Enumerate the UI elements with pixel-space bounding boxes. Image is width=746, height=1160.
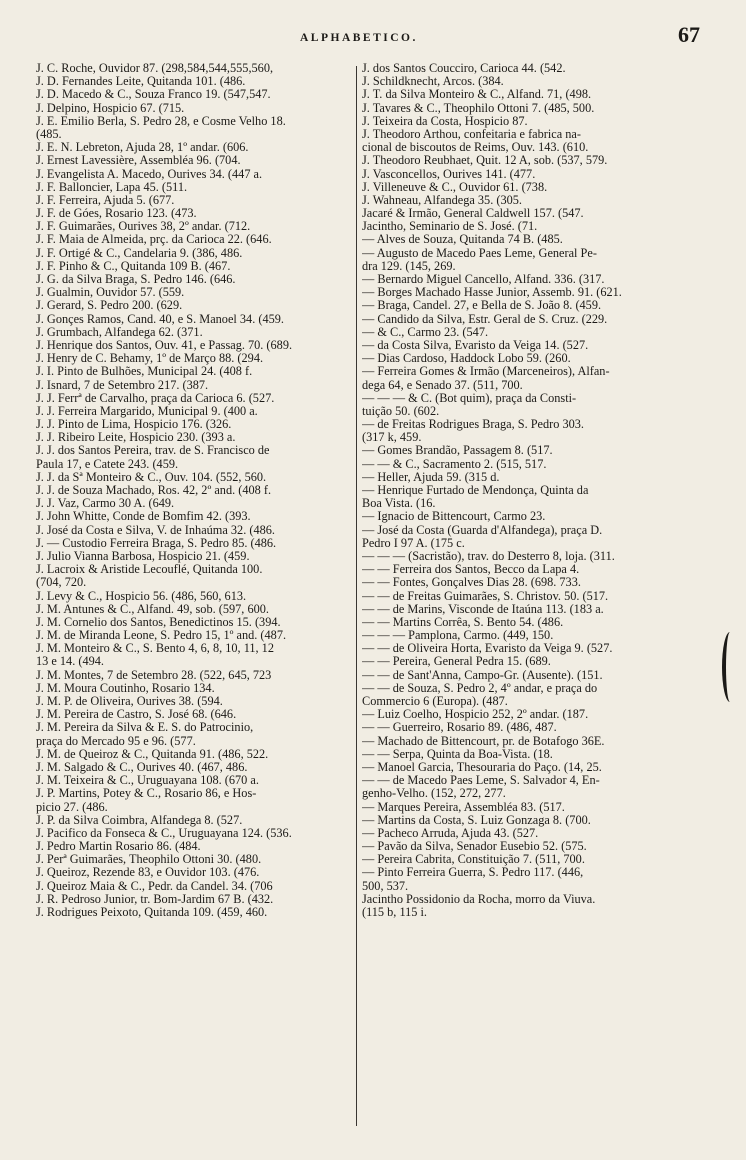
directory-entry-line: praça do Mercado 95 e 96. (577.: [36, 733, 196, 748]
directory-entry-line: — — de Sant'Anna, Campo-Gr. (Ausente). (151.: [362, 667, 603, 682]
directory-entry-line: J. Queiroz, Rezende 83, e Ouvidor 103. (476.: [36, 865, 260, 880]
directory-entry-line: — Augusto de Macedo Paes Leme, General Pe-: [362, 245, 597, 260]
directory-entry-line: — — de Oliveira Horta, Evaristo da Veiga 9. (527.: [362, 641, 613, 656]
directory-entry-line: — — Serpa, Quinta da Boa-Vista. (18.: [362, 746, 553, 761]
directory-entry-line: — — Ferreira dos Santos, Becco da Lapa 4.: [362, 562, 580, 577]
directory-entry-line: J. J. da Sª Monteiro & C., Ouv. 104. (552, 560.: [36, 469, 267, 484]
directory-entry-line: — Luiz Coelho, Hospicio 252, 2º andar. (187.: [362, 707, 589, 722]
directory-entry-line: — de Freitas Rodrigues Braga, S. Pedro 303.: [362, 417, 584, 432]
directory-entry-line: — Pavão da Silva, Senador Eusebio 52. (575.: [362, 839, 587, 854]
directory-entry-line: J. Gualmin, Ouvidor 57. (559.: [36, 285, 185, 300]
directory-entry-line: J. Henrique dos Santos, Ouv. 41, e Passag. 70. (689.: [36, 337, 293, 352]
column-divider: [356, 66, 357, 1126]
directory-entry-line: J. Lacroix & Aristide Lecouflé, Quitanda 100.: [36, 562, 263, 577]
directory-entry-line: — — Pereira, General Pedra 15. (689.: [362, 654, 551, 669]
directory-entry-line: genho-Velho. (152, 272, 277.: [362, 786, 506, 801]
directory-entry-line: tuição 50. (602.: [362, 403, 440, 418]
directory-entry-line: J. F. Guimarães, Ourives 38, 2º andar. (712.: [36, 219, 251, 234]
directory-entry-line: J. dos Santos Coucciro, Carioca 44. (542.: [362, 62, 566, 75]
directory-entry-line: J. Isnard, 7 de Setembro 217. (387.: [36, 377, 209, 392]
directory-entry-line: — — Fontes, Gonçalves Dias 28. (698. 733.: [362, 575, 581, 590]
directory-entry-line: J. J. dos Santos Pereira, trav. de S. Francisco de: [36, 443, 270, 458]
directory-entry-line: — Marques Pereira, Assembléa 83. (517.: [362, 799, 565, 814]
directory-entry-line: — — de Macedo Paes Leme, S. Salvador 4, En-: [362, 773, 600, 788]
left-column: [36, 62, 370, 919]
directory-entry-line: Jacintho, Seminario de S. José. (71.: [362, 219, 538, 234]
directory-entry-line: 13 e 14. (494.: [36, 654, 104, 669]
directory-entry-line: (317 k, 459.: [362, 430, 422, 445]
directory-entry-line: J. M. Teixeira & C., Uruguayana 108. (670 a.: [36, 773, 259, 788]
directory-entry-line: dra 129. (145, 269.: [362, 258, 456, 273]
directory-entry-line: J. Villeneuve & C., Ouvidor 61. (738.: [362, 179, 548, 194]
directory-entry-line: — Borges Machado Hasse Junior, Assemb. 91. (621.: [362, 285, 622, 300]
directory-entry-line: — Manoel Garcia, Thesouraria do Paço. (14, 25.: [362, 759, 602, 774]
directory-entry-line: J. M. Cornelio dos Santos, Benedictinos 15. (394.: [36, 614, 281, 629]
directory-entry-line: J. M. P. de Oliveira, Ourives 38. (594.: [36, 694, 223, 708]
directory-entry-line: Pedro I 97 A. (175 c.: [362, 535, 465, 550]
directory-entry-line: J. Levy & C., Hospicio 56. (486, 560, 613.: [36, 588, 247, 603]
directory-entry-line: — José da Costa (Guarda d'Alfandega), praça D.: [362, 522, 603, 537]
directory-entry-line: J. Pedro Martin Rosario 86. (484.: [36, 839, 201, 854]
directory-entry-line: — Dias Cardoso, Haddock Lobo 59. (260.: [362, 351, 571, 366]
directory-entry-line: J. J. Ribeiro Leite, Hospicio 230. (393 a.: [36, 430, 236, 445]
directory-entry-line: (704, 720.: [36, 575, 87, 590]
directory-entry-line: J. Wahneau, Alfandega 35. (305.: [362, 192, 522, 207]
directory-entry-line: J. G. da Silva Braga, S. Pedro 146. (646.: [36, 272, 236, 286]
directory-entry-line: J. Gerard, S. Pedro 200. (629.: [36, 298, 183, 313]
directory-entry-line: J. Grumbach, Alfandega 62. (371.: [36, 324, 203, 339]
directory-entry-line: J. T. da Silva Monteiro & C., Alfand. 71, (498.: [362, 87, 592, 102]
directory-entry-line: J. F. de Góes, Rosario 123. (473.: [36, 206, 197, 221]
margin-bracket-mark: [722, 632, 738, 702]
directory-entry-line: J. M. Antunes & C., Alfand. 49, sob. (597, 600.: [36, 601, 269, 616]
directory-entry-line: J. M. Pereira de Castro, S. José 68. (646.: [36, 707, 237, 722]
directory-entry-line: (115 b, 115 i.: [362, 905, 428, 919]
directory-entry-line: J. F. Pinho & C., Quitanda 109 B. (467.: [36, 258, 231, 273]
directory-entry-line: — — — Pamplona, Carmo. (449, 150.: [362, 628, 554, 643]
directory-entry-line: J. F. Ortigé & C., Candelaria 9. (386, 486.: [36, 245, 243, 260]
directory-entry-line: J. — Custodio Ferreira Braga, S. Pedro 85. (486.: [36, 535, 277, 550]
directory-entry-line: J. José da Costa e Silva, V. de Inhaúma 32. (486.: [36, 522, 275, 537]
directory-entry-line: J. F. Ferreira, Ajuda 5. (677.: [36, 192, 175, 207]
directory-entry-line: J. Delpino, Hospicio 67. (715.: [36, 100, 185, 115]
directory-entry-line: — Martins da Costa, S. Luiz Gonzaga 8. (700.: [362, 812, 591, 827]
directory-entry-line: J. John Whitte, Conde de Bomfim 42. (393.: [36, 509, 251, 524]
directory-entry-line: — — Martins Corrêa, S. Bento 54. (486.: [362, 614, 564, 629]
directory-entry-line: — — de Marins, Visconde de Itaúna 113. (183 a.: [362, 601, 604, 616]
directory-entry-line: J. J. Ferrª de Carvalho, praça da Carioca 6. (527.: [36, 390, 275, 405]
directory-entry-line: Paula 17, e Catete 243. (459.: [36, 456, 179, 471]
directory-entry-line: — Pinto Ferreira Guerra, S. Pedro 117. (446,: [362, 865, 584, 880]
directory-entry-line: J. J. Vaz, Carmo 30 A. (649.: [36, 496, 175, 511]
directory-entry-line: — — de Souza, S. Pedro 2, 4º andar, e praça do: [362, 680, 598, 695]
directory-entry-line: J. Henry de C. Behamy, 1º de Março 88. (294.: [36, 351, 264, 366]
directory-entry-line: J. Teixeira da Costa, Hospicio 87.: [362, 113, 528, 128]
directory-entry-line: J. Julio Vianna Barbosa, Hospicio 21. (459.: [36, 548, 250, 563]
directory-entry-line: J. I. Pinto de Bulhões, Municipal 24. (408 f.: [36, 364, 253, 379]
directory-entry-line: picio 27. (486.: [36, 799, 108, 814]
directory-entry-line: J. Theodoro Reubhaet, Quit. 12 A, sob. (537, 579.: [362, 153, 608, 168]
directory-entry-line: J. J. de Souza Machado, Ros. 42, 2º and. (408 f.: [36, 483, 272, 497]
directory-entry-line: J. M. Moura Coutinho, Rosario 134.: [36, 680, 215, 695]
directory-entry-line: — Machado de Bittencourt, pr. de Botafogo 36E.: [362, 733, 605, 748]
directory-entry-line: J. J. Ferreira Margarido, Municipal 9. (400 a.: [36, 403, 258, 418]
directory-entry-line: J. J. Pinto de Lima, Hospicio 176. (326.: [36, 417, 232, 432]
directory-entry-line: — — — & C. (Bot quim), praça da Consti-: [362, 390, 577, 405]
directory-entry-line: — — — (Sacristão), trav. do Desterro 8, loja. (311.: [362, 548, 615, 563]
directory-entry-line: J. P. da Silva Coimbra, Alfandega 8. (527.: [36, 812, 243, 827]
directory-entry-line: J. Pacifico da Fonseca & C., Uruguayana 124. (536.: [36, 825, 292, 840]
directory-entry-line: — Henrique Furtado de Mendonça, Quinta da: [362, 483, 589, 497]
page-number: 67: [678, 22, 700, 47]
directory-entry-line: Jacaré & Irmão, General Caldwell 157. (547.: [362, 206, 584, 221]
directory-entry-line: J. C. Roche, Ouvidor 87. (298,584,544,555,560,: [36, 62, 274, 75]
directory-entry-line: J. Vasconcellos, Ourives 141. (477.: [362, 166, 536, 181]
directory-entry-line: — Ferreira Gomes & Irmão (Marceneiros), Alfan-: [362, 364, 610, 379]
directory-entry-line: cional de biscoutos de Reims, Ouv. 143. (610.: [362, 140, 589, 155]
right-column: [362, 62, 712, 919]
directory-entry-line: J. P. Martins, Potey & C., Rosario 86, e Hos-: [36, 786, 257, 801]
directory-entry-line: (485.: [36, 126, 62, 141]
directory-entry-line: — Heller, Ajuda 59. (315 d.: [362, 469, 500, 484]
directory-entry-line: — Candido da Silva, Estr. Geral de S. Cruz. (229.: [362, 311, 608, 326]
directory-entry-line: — Ignacio de Bittencourt, Carmo 23.: [362, 509, 546, 524]
directory-entry-line: J. F. Balloncier, Lapa 45. (511.: [36, 179, 188, 194]
directory-entry-line: J. E. Emilio Berla, S. Pedro 28, e Cosme Velho 18.: [36, 113, 286, 128]
directory-entry-line: Jacintho Possidonio da Rocha, morro da Viuva.: [362, 891, 596, 906]
directory-entry-line: Commercio 6 (Europa). (487.: [362, 694, 508, 708]
directory-entry-line: J. Theodoro Arthou, confeitaria e fabrica na-: [362, 126, 581, 141]
directory-entry-line: J. E. N. Lebreton, Ajuda 28, 1º andar. (606.: [36, 140, 249, 155]
directory-entry-line: — Bernardo Miguel Cancello, Alfand. 336. (317.: [362, 272, 605, 286]
directory-entry-line: J. F. Maia de Almeida, prç. da Carioca 22. (646.: [36, 232, 272, 247]
page-header: [0, 22, 746, 52]
directory-entry-line: J. M. Pereira da Silva & E. S. do Patrocinio,: [36, 720, 254, 735]
directory-entry-line: J. R. Pedroso Junior, tr. Bom-Jardim 67 B. (432.: [36, 891, 274, 906]
directory-entry-line: — & C., Carmo 23. (547.: [362, 324, 489, 339]
directory-entry-line: — Gomes Brandão, Passagem 8. (517.: [362, 443, 553, 458]
directory-entry-line: J. D. Fernandes Leite, Quitanda 101. (486.: [36, 74, 246, 89]
directory-entry-line: J. M. de Miranda Leone, S. Pedro 15, 1º and. (487.: [36, 628, 287, 643]
directory-entry-line: J. M. de Queiroz & C., Quitanda 91. (486, 522.: [36, 746, 269, 761]
directory-entry-line: — da Costa Silva, Evaristo da Veiga 14. (527.: [362, 337, 589, 352]
directory-entry-line: J. Queiroz Maia & C., Pedr. da Candel. 34. (706: [36, 878, 273, 893]
directory-entry-line: J. Perª Guimarães, Theophilo Ottoni 30. (480.: [36, 852, 262, 867]
directory-entry-line: J. Rodrigues Peixoto, Quitanda 109. (459, 460.: [36, 905, 268, 919]
directory-entry-line: J. Tavares & C., Theophilo Ottoni 7. (485, 500.: [362, 100, 595, 115]
directory-entry-line: J. M. Monteiro & C., S. Bento 4, 6, 8, 10, 11, 12: [36, 641, 274, 656]
directory-entry-line: dega 64, e Senado 37. (511, 700.: [362, 377, 523, 392]
directory-entry-line: — — & C., Sacramento 2. (515, 517.: [362, 456, 547, 471]
directory-entry-line: J. Evangelista A. Macedo, Ourives 34. (447 a.: [36, 166, 263, 181]
directory-entry-line: — Pacheco Arruda, Ajuda 43. (527.: [362, 825, 539, 840]
directory-entry-line: — — Guerreiro, Rosario 89. (486, 487.: [362, 720, 557, 735]
directory-entry-line: — Braga, Candel. 27, e Bella de S. João 8. (459.: [362, 298, 602, 313]
directory-entry-line: J. Ernest Lavessière, Assembléa 96. (704.: [36, 153, 241, 168]
directory-entry-line: J. Schildknecht, Arcos. (384.: [362, 74, 504, 89]
directory-entry-line: J. D. Macedo & C., Souza Franco 19. (547,547.: [36, 87, 271, 102]
running-head: ALPHABETICO.: [300, 32, 418, 44]
directory-entry-line: — — de Freitas Guimarães, S. Christov. 50. (517.: [362, 588, 609, 603]
directory-entry-line: Boa Vista. (16.: [362, 496, 436, 511]
directory-entry-line: J. M. Salgado & C., Ourives 40. (467, 486.: [36, 759, 248, 774]
directory-entry-line: — Alves de Souza, Quitanda 74 B. (485.: [362, 232, 563, 247]
directory-entry-line: 500, 537.: [362, 878, 409, 893]
directory-entry-line: — Pereira Cabrita, Constituição 7. (511, 700.: [362, 852, 585, 867]
directory-entry-line: J. Gonçes Ramos, Cand. 40, e S. Manoel 34. (459.: [36, 311, 284, 326]
directory-entry-line: J. M. Montes, 7 de Setembro 28. (522, 645, 723: [36, 667, 272, 682]
